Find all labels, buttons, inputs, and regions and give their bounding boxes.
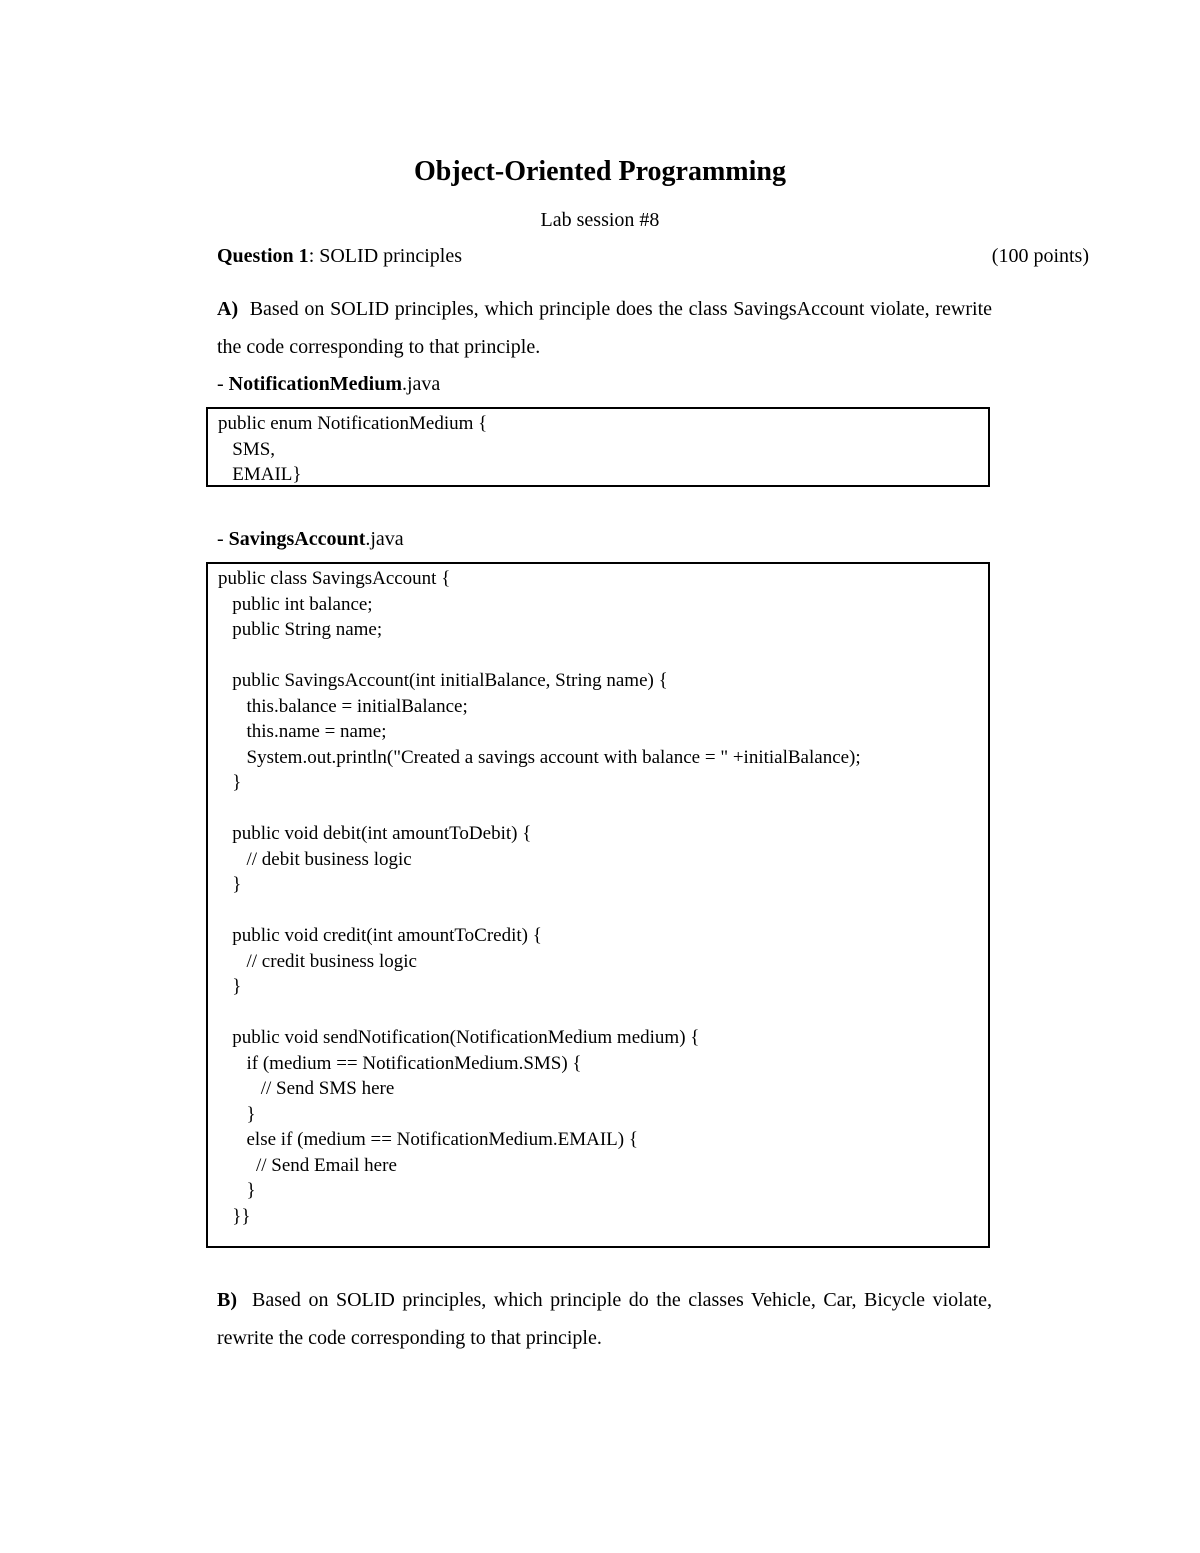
file-prefix: -	[217, 528, 229, 550]
question-topic: : SOLID principles	[308, 245, 462, 267]
file-extension: .java	[365, 528, 404, 550]
code-line: this.name = name;	[218, 721, 387, 742]
code-line: EMAIL}	[218, 464, 302, 485]
code-box-savings-account	[206, 562, 990, 1248]
code-line: public SavingsAccount(int initialBalance, String name) {	[218, 670, 668, 691]
code-line: // credit business logic	[218, 950, 417, 972]
code-line: }	[218, 874, 242, 895]
code-line: public void debit(int amountToDebit) {	[218, 823, 532, 844]
code-line: public enum NotificationMedium {	[218, 413, 488, 434]
code-line: // Send SMS here	[218, 1078, 395, 1099]
part-b-text: Based on SOLID principles, which principle do the classes Vehicle, Car, Bicycle violate, rewrite the code corresponding to that principle.	[217, 1289, 993, 1349]
code-line: SMS,	[218, 438, 276, 460]
code-line: System.out.println("Created a savings account with balance = " +initialBalance);	[218, 746, 861, 768]
file-label-notification-medium	[217, 371, 440, 397]
lab-session-label: Lab session #8	[540, 209, 660, 231]
code-line	[218, 796, 988, 822]
code-line: public void sendNotification(NotificationMedium medium) {	[218, 1027, 700, 1048]
file-name: SavingsAccount	[228, 528, 366, 550]
part-b-label: B)	[217, 1289, 237, 1311]
question-points: (100 points)	[991, 245, 1089, 267]
code-line: public int balance;	[218, 593, 373, 615]
code-line	[218, 643, 988, 669]
question-header	[217, 243, 1089, 269]
code-line: }	[218, 1103, 256, 1125]
code-line: }	[218, 772, 242, 793]
code-line: }	[218, 1180, 256, 1201]
code-line: public class SavingsAccount {	[218, 568, 451, 589]
code-box-notification-medium	[206, 407, 990, 487]
code-line: public String name;	[218, 619, 383, 640]
code-line: // debit business logic	[218, 848, 412, 870]
file-extension: .java	[401, 373, 441, 395]
part-b-paragraph	[217, 1281, 992, 1357]
question-label: Question 1	[217, 245, 309, 267]
code-line: public void credit(int amountToCredit) {	[218, 925, 542, 946]
part-a-paragraph	[217, 290, 992, 366]
file-prefix: -	[217, 373, 229, 395]
code-line: this.balance = initialBalance;	[218, 695, 468, 717]
code-line: }}	[218, 1205, 251, 1227]
document-title: Object-Oriented Programming	[414, 156, 786, 187]
file-name: NotificationMedium	[228, 373, 402, 395]
code-line	[218, 898, 988, 924]
part-a-label: A)	[217, 298, 239, 320]
question-title	[217, 243, 462, 269]
code-line: if (medium == NotificationMedium.SMS) {	[218, 1052, 582, 1074]
code-line: // Send Email here	[218, 1154, 397, 1176]
code-line	[218, 1000, 988, 1026]
code-line: }	[218, 976, 242, 997]
part-a-text: Based on SOLID principles, which principle does the class SavingsAccount violate, rewrite the code corresponding to that principle.	[217, 298, 993, 358]
code-line: else if (medium == NotificationMedium.EMAIL) {	[218, 1129, 638, 1150]
file-label-savings-account	[217, 526, 404, 552]
